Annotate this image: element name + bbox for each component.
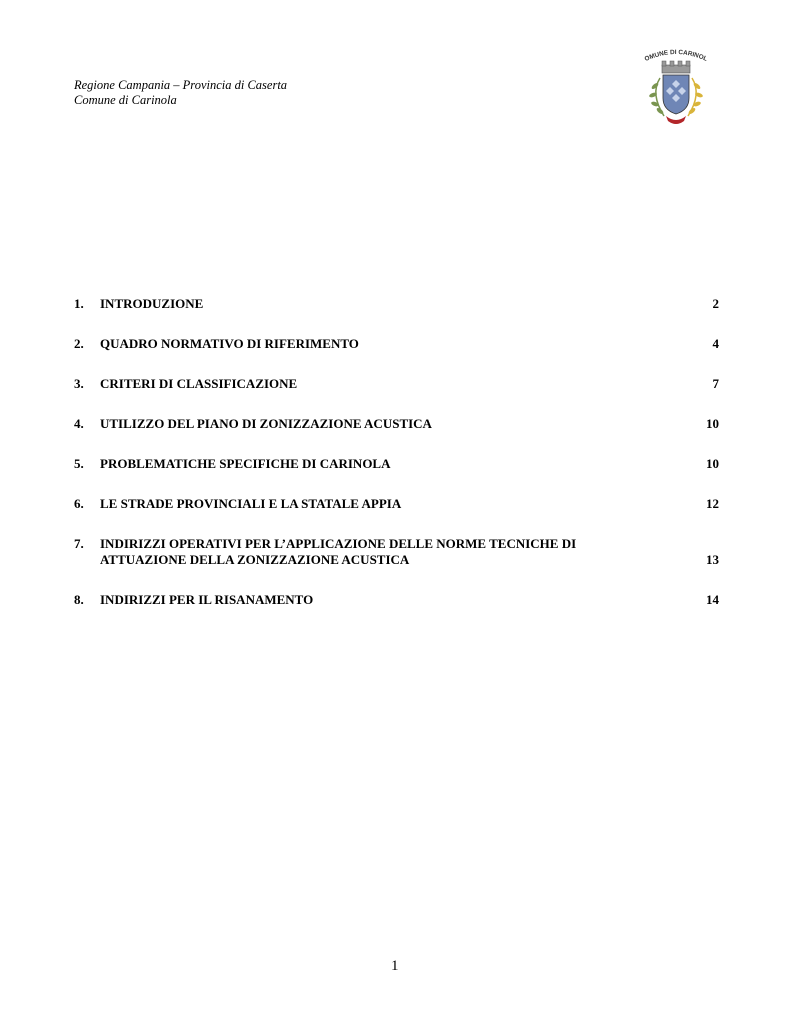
toc-item-criteri[interactable] bbox=[74, 376, 719, 392]
toc-item-quadro-normativo[interactable] bbox=[74, 336, 719, 352]
header-region-line: Regione Campania – Provincia di Caserta bbox=[74, 78, 288, 92]
municipal-crest-logo bbox=[640, 48, 712, 128]
toc-item-page: 2 bbox=[712, 296, 719, 311]
toc-item-page: 14 bbox=[706, 592, 719, 607]
toc-item-risanamento[interactable] bbox=[74, 592, 719, 608]
page-number: 1 bbox=[391, 958, 399, 974]
toc-item-title: INTRODUZIONE bbox=[100, 296, 204, 311]
crest-banner-text: OMUNE DI CARINOL bbox=[643, 48, 709, 63]
toc-item-page: 10 bbox=[706, 456, 719, 471]
toc-item-number: 5. bbox=[74, 456, 84, 471]
toc-item-page: 7 bbox=[712, 376, 719, 391]
toc-item-number: 6. bbox=[74, 496, 84, 511]
toc-item-utilizzo[interactable] bbox=[74, 416, 719, 432]
toc-item-number: 3. bbox=[74, 376, 84, 391]
toc-item-number: 1. bbox=[74, 296, 84, 311]
toc-item-title: PROBLEMATICHE SPECIFICHE DI CARINOLA bbox=[100, 456, 391, 471]
toc-item-title: UTILIZZO DEL PIANO DI ZONIZZAZIONE ACUSTICA bbox=[100, 416, 432, 431]
document-header bbox=[74, 78, 287, 108]
toc-item-number: 4. bbox=[74, 416, 84, 431]
toc-item-title: LE STRADE PROVINCIALI E LA STATALE APPIA bbox=[100, 496, 402, 511]
toc-item-number: 2. bbox=[74, 336, 84, 351]
header-comune-line: Comune di Carinola bbox=[74, 93, 177, 107]
toc-item-number: 7. bbox=[74, 536, 84, 551]
toc-item-page: 13 bbox=[706, 552, 719, 567]
toc-item-title: QUADRO NORMATIVO DI RIFERIMENTO bbox=[100, 336, 359, 351]
toc-item-page: 4 bbox=[712, 336, 719, 351]
toc-item-problematiche[interactable] bbox=[74, 456, 719, 472]
toc-item-number: 8. bbox=[74, 592, 84, 607]
toc-item-page: 12 bbox=[706, 496, 719, 511]
toc-item-introduzione[interactable] bbox=[74, 296, 719, 312]
toc-item-title: INDIRIZZI OPERATIVI PER L’APPLICAZIONE DELLE NORME TECNICHE DI ATTUAZIONE DELLA ZONIZZAZIONE ACUSTICA bbox=[100, 536, 577, 567]
toc-item-page: 10 bbox=[706, 416, 719, 431]
toc-item-indirizzi-operativi[interactable] bbox=[74, 536, 719, 568]
crest-emblem-icon bbox=[640, 48, 712, 128]
toc-item-title: CRITERI DI CLASSIFICAZIONE bbox=[100, 376, 298, 391]
toc-item-strade[interactable] bbox=[74, 496, 719, 512]
toc-item-title: INDIRIZZI PER IL RISANAMENTO bbox=[100, 592, 314, 607]
